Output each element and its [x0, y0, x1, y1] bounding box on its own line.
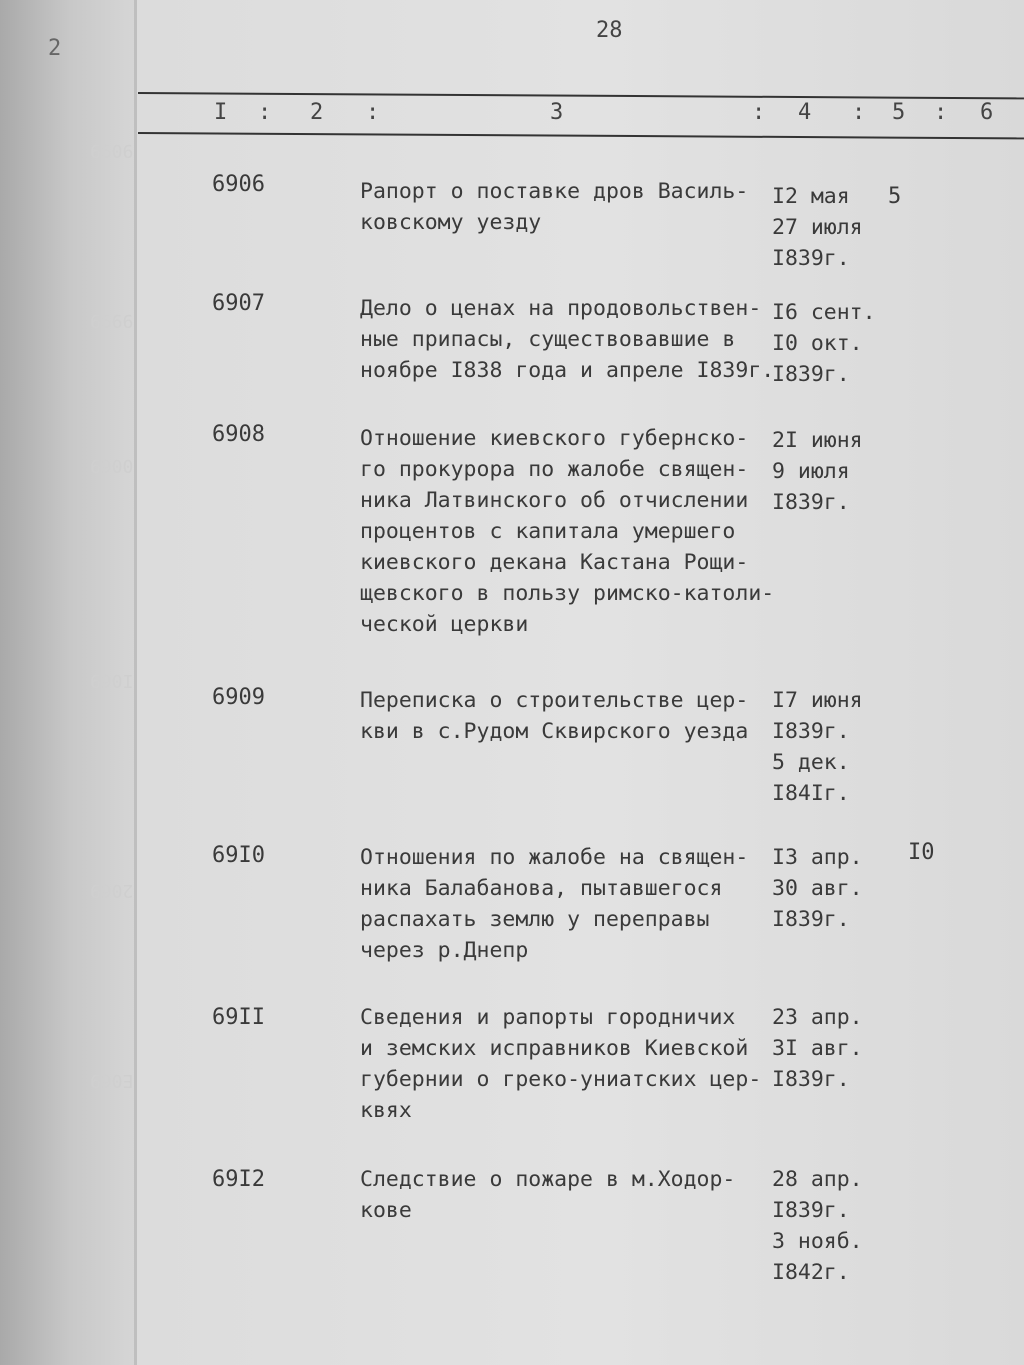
bleed-through-text: E069 — [90, 1070, 134, 1091]
entry-description: Переписка о строительстве цер- кви в с.Рудом Сквирского уезда — [360, 688, 749, 744]
header-bottom-rule — [138, 132, 1024, 139]
left-margin-fragment: 2 — [48, 36, 62, 61]
entry-sheet-count: I0 — [908, 840, 935, 865]
entry-dates: 23 апр. 3I авг. I839г. — [772, 1005, 863, 1092]
column-header-4: 4 — [798, 100, 812, 125]
entry-number: 6907 — [212, 291, 265, 316]
entry-dates: I2 мая 27 июля I839г. — [772, 184, 863, 271]
entry-dates: I7 июня I839г. 5 дек. I84Iг. — [772, 688, 863, 806]
entry-dates: I6 сент. I0 окт. I839г. — [772, 300, 876, 387]
page-fold — [134, 0, 137, 1365]
entry-sheet-count: 5 — [888, 184, 902, 209]
entry-dates: I3 апр. 30 авг. I839г. — [772, 845, 863, 932]
entry-number: 6906 — [212, 172, 265, 197]
entry-description: Отношения по жалобе на священ- ника Балабанова, пытавшегося распахать землю у переправы через р.Днепр — [360, 845, 749, 963]
entry-dates: 28 апр. I839г. 3 нояб. I842г. — [772, 1167, 863, 1285]
column-separator: : — [258, 100, 272, 125]
entry-description: Отношение киевского губернско- го прокурора по жалобе священ- ника Латвинского об отчислении процентов с капитала умершего киевского декана Кастана Рощи- щевского в пользу римско-католи- ческой церкви — [360, 426, 775, 637]
column-header-6: 6 — [980, 100, 994, 125]
entry-number: 69I2 — [212, 1167, 265, 1192]
page-number: 28 — [596, 18, 623, 43]
column-separator: : — [852, 100, 866, 125]
entry-number: 69I0 — [212, 843, 265, 868]
entry-number: 6909 — [212, 685, 265, 710]
bleed-through-text: 2069 — [90, 880, 134, 901]
bleed-through-text: 9099 — [90, 140, 134, 161]
bleed-through-text: 9999 — [90, 310, 134, 331]
bleed-through-text: 0069 — [90, 455, 134, 476]
entry-description: Сведения и рапорты городничих и земских исправников Киевской губернии о греко-униатских цер- квях — [360, 1005, 762, 1123]
column-header-1: I — [214, 100, 228, 125]
entry-description: Рапорт о поставке дров Василь- ковскому уезду — [360, 179, 749, 235]
entry-description: Дело о ценах на продовольствен- ные припасы, существовавшие в ноябре I838 года и апреле I839г. — [360, 296, 775, 383]
column-header-row — [0, 100, 1024, 130]
column-separator: : — [934, 100, 948, 125]
entry-dates: 2I июня 9 июля I839г. — [772, 428, 863, 515]
column-separator: : — [366, 100, 380, 125]
entry-number: 6908 — [212, 422, 265, 447]
bleed-through-text: I069 — [90, 670, 134, 691]
column-header-2: 2 — [310, 100, 324, 125]
header-top-rule — [138, 92, 1024, 99]
column-separator: : — [752, 100, 766, 125]
column-header-3: 3 — [550, 100, 564, 125]
entry-description: Следствие о пожаре в м.Ходор- кове — [360, 1167, 736, 1223]
column-header-5: 5 — [892, 100, 906, 125]
entry-number: 69II — [212, 1005, 265, 1030]
